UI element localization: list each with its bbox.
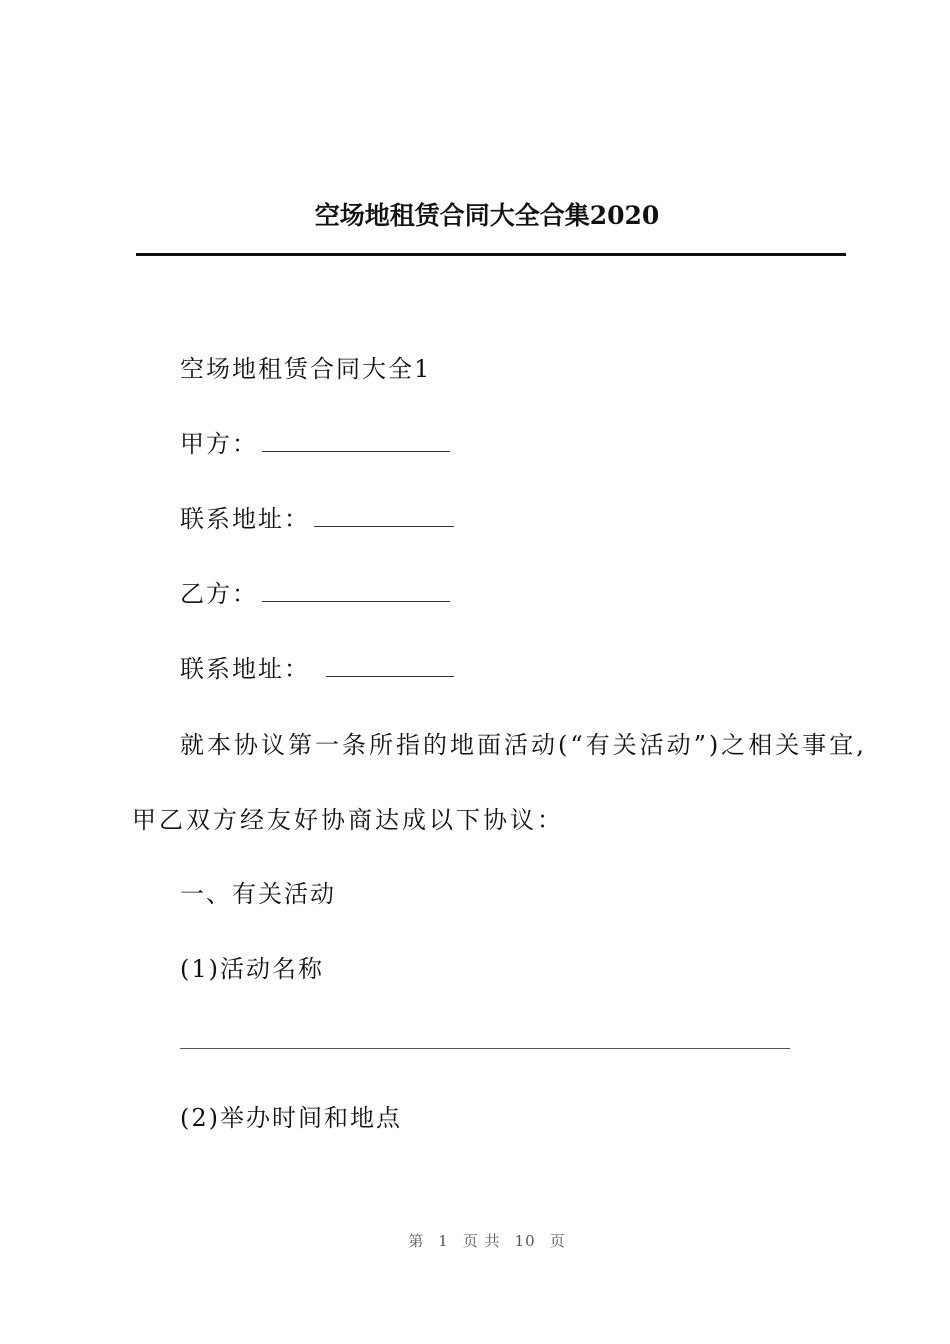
item-2-label: (2)举办时间和地点: [180, 1104, 402, 1132]
footer-page-number: 1: [438, 1232, 449, 1250]
page-footer: [0, 1230, 950, 1251]
address-row-1: [180, 504, 454, 534]
footer-total-pages: 10: [514, 1232, 536, 1250]
footer-middle: 页 共: [462, 1232, 501, 1250]
item-1-label: (1)活动名称: [180, 955, 324, 983]
party-b-blank: [262, 581, 450, 602]
document-title: 空场地租赁合同大全合集2020: [314, 201, 660, 230]
address-label-1: 联系地址：: [180, 505, 310, 533]
party-a-blank: [262, 431, 450, 452]
title-underline: [136, 253, 846, 256]
activity-name-blank: [180, 1048, 790, 1049]
party-a-row: [180, 429, 450, 459]
intro-paragraph-line-1: 就本协议第一条所指的地面活动(“有关活动”)之相关事宜,: [180, 731, 867, 759]
address-blank-1: [314, 506, 454, 527]
footer-suffix: 页: [549, 1232, 566, 1250]
address-label-2: 联系地址：: [180, 655, 310, 683]
footer-prefix: 第: [408, 1232, 425, 1250]
section-heading-1: 一、有关活动: [180, 880, 336, 908]
intro-paragraph-line-2: 甲乙双方经友好协商达成以下协议：: [132, 806, 564, 834]
contract-heading: 空场地租赁合同大全1: [180, 355, 432, 383]
address-row-2: [180, 654, 454, 684]
address-blank-2: [326, 656, 454, 677]
party-b-row: [180, 579, 450, 609]
party-a-label: 甲方：: [180, 430, 258, 458]
party-b-label: 乙方：: [180, 580, 258, 608]
